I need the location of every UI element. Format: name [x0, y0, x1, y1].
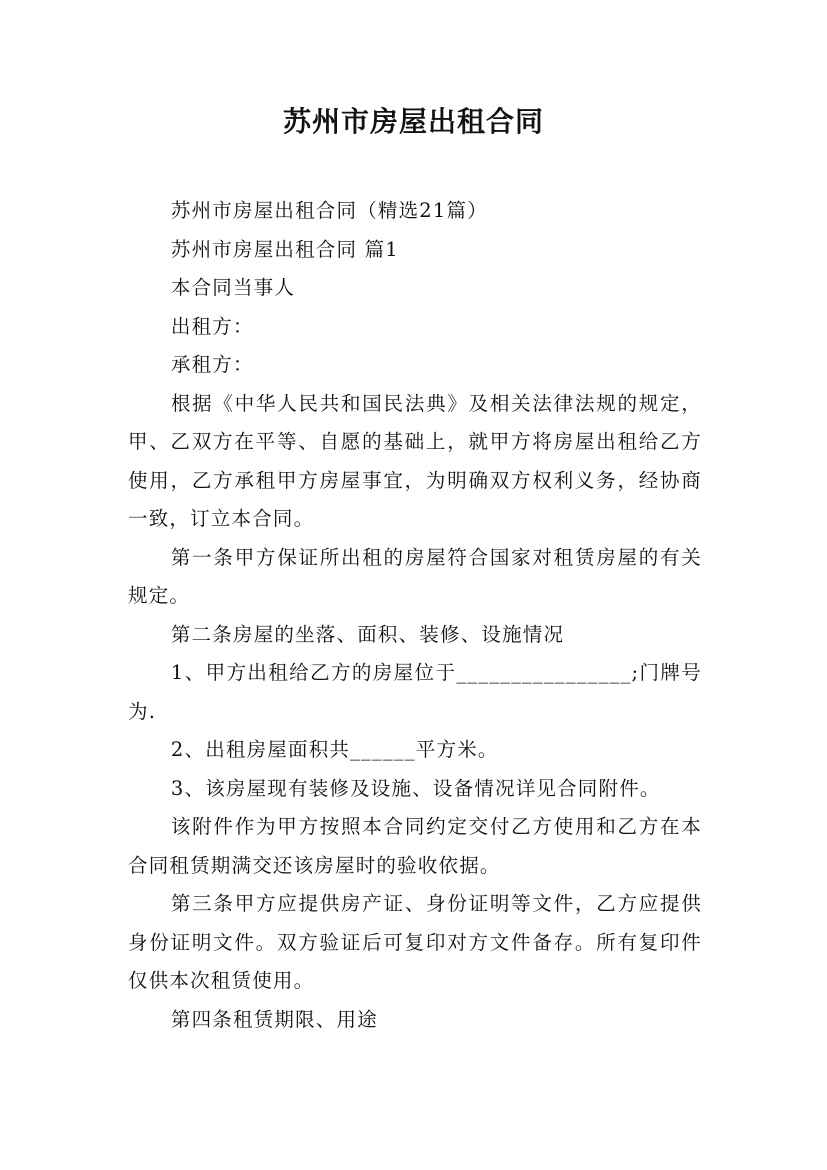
paragraph-parties: 本合同当事人: [170, 276, 296, 299]
paragraph-article-1: 第一条甲方保证所出租的房屋符合国家对租赁房屋的有关规定。: [128, 545, 702, 607]
document-body: [128, 192, 702, 1039]
paragraph-heading-selection: 苏州市房屋出租合同（精选21篇）: [170, 199, 488, 222]
paragraph-preamble: 根据《中华人民共和国民法典》及相关法律法规的规定，甲、乙双方在平等、自愿的基础上，就甲方将房屋出租给乙方使用，乙方承租甲方房屋事宜，为明确双方权利义务，经协商一致，订立本合同。: [128, 391, 702, 530]
paragraph-article-2: 第二条房屋的坐落、面积、装修、设施情况: [170, 622, 565, 646]
paragraph-attachment-note: 该附件作为甲方按照本合同约定交付乙方使用和乙方在本合同租赁期满交还该房屋时的验收依据。: [128, 815, 702, 877]
document-title: 苏州市房屋出租合同: [282, 105, 544, 138]
paragraph-article-2-item-2: 2、出租房屋面积共______平方米。: [170, 738, 499, 761]
paragraph-article-4: 第四条租赁期限、用途: [170, 1007, 378, 1031]
paragraph-article-2-item-1: 1、甲方出租给乙方的房屋位于________________;门牌号为.: [128, 661, 702, 723]
paragraph-article-2-item-3: 3、该房屋现有装修及设施、设备情况详见合同附件。: [170, 776, 661, 800]
paragraph-lessee: 承租方：: [170, 353, 254, 376]
paragraph-contract-number: 苏州市房屋出租合同 篇1: [170, 237, 399, 261]
paragraph-lessor: 出租方：: [170, 314, 254, 338]
paragraph-article-3: 第三条甲方应提供房产证、身份证明等文件，乙方应提供身份证明文件。双方验证后可复印对方文件备存。所有复印件仅供本次租赁使用。: [128, 892, 702, 992]
